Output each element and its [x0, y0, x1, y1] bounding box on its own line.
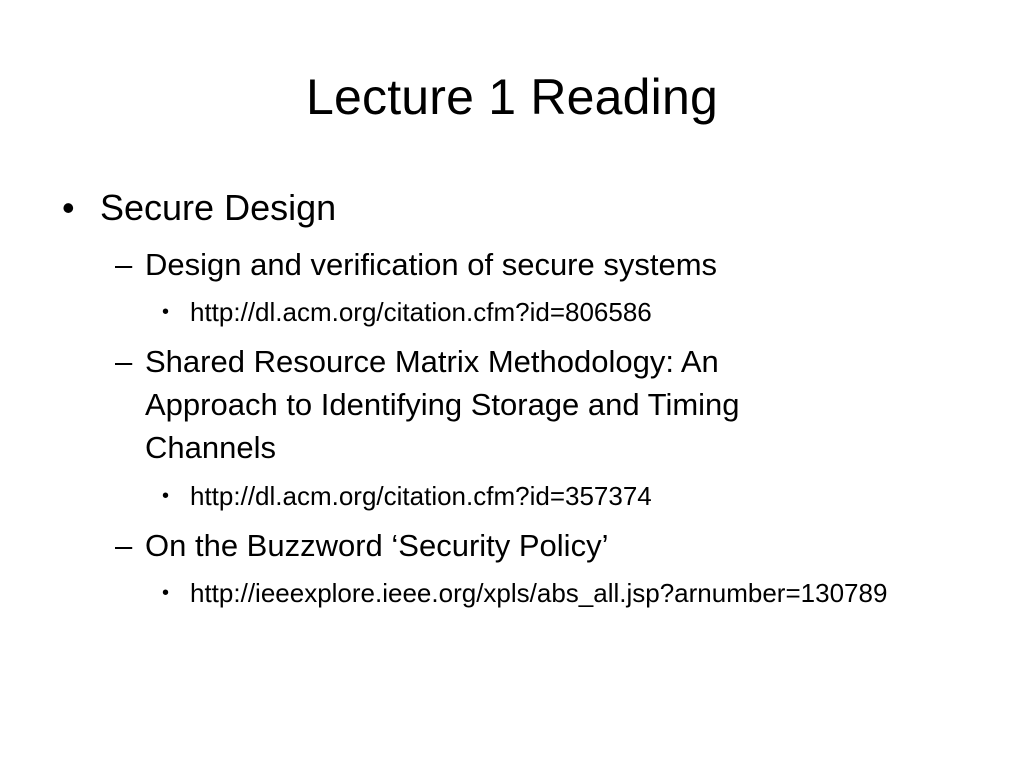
bullet-marker: • [62, 187, 75, 228]
link-item-ieee-130789[interactable] [162, 577, 952, 610]
bullet-marker: • [162, 301, 170, 323]
sub-item-design-verification [115, 243, 875, 286]
sub-item-text: Shared Resource Matrix Methodology: An Approach to Identifying Storage and Timing Channels [145, 344, 740, 465]
bullet-text: Secure Design [100, 187, 337, 228]
dash-marker: – [115, 247, 133, 282]
link-text[interactable]: http://dl.acm.org/citation.cfm?id=357374 [190, 481, 652, 511]
sub-item-text: On the Buzzword ‘Security Policy’ [145, 528, 609, 563]
sub-item-text: Design and verification of secure systems [145, 247, 718, 282]
dash-marker: – [115, 344, 133, 379]
link-item-806586[interactable] [162, 296, 962, 329]
link-text[interactable]: http://dl.acm.org/citation.cfm?id=806586 [190, 297, 652, 327]
link-text[interactable]: http://ieeexplore.ieee.org/xpls/abs_all.jsp?arnumber=130789 [190, 578, 888, 608]
bullet-item-secure-design [62, 180, 962, 236]
bullet-marker: • [162, 485, 170, 507]
bullet-marker: • [162, 582, 170, 604]
sub-item-buzzword [115, 524, 875, 567]
link-item-357374[interactable] [162, 480, 962, 513]
dash-marker: – [115, 528, 133, 563]
sub-item-shared-resource-matrix [115, 340, 845, 469]
slide-title: Lecture 1 Reading [305, 69, 719, 125]
